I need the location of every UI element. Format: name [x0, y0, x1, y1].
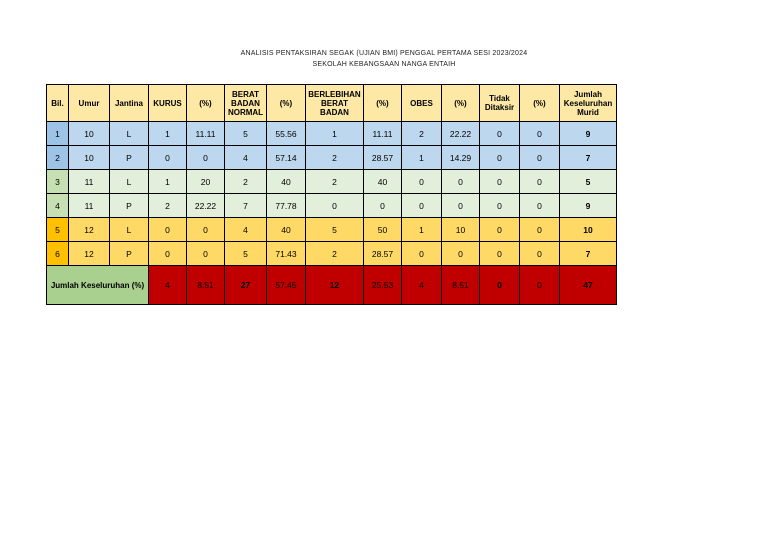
cell-jantina: L	[110, 122, 149, 146]
cell-normal-pct: 77.78	[267, 194, 306, 218]
col-header-jumlah-murid: Jumlah Keseluruhan Murid	[560, 85, 617, 122]
cell-kurus-pct: 22.22	[187, 194, 225, 218]
header-row	[47, 85, 617, 122]
cell-normal-pct: 40	[267, 218, 306, 242]
cell-jantina: P	[110, 146, 149, 170]
cell-obes: 2	[402, 122, 442, 146]
cell-berlebihan-pct: 28.57	[364, 242, 402, 266]
cell-jumlah-murid: 5	[560, 170, 617, 194]
cell-umur: 12	[69, 242, 110, 266]
total-berlebihan-pct: 25.53	[364, 266, 402, 305]
cell-bil: 5	[47, 218, 69, 242]
cell-obes-pct: 0	[442, 194, 480, 218]
total-obes: 4	[402, 266, 442, 305]
cell-obes: 1	[402, 146, 442, 170]
cell-tidak-ditaksir-pct: 0	[520, 242, 560, 266]
cell-obes-pct: 0	[442, 170, 480, 194]
col-header-tidak-ditaksir-pct: (%)	[520, 85, 560, 122]
table-row	[47, 242, 617, 266]
total-normal-pct: 57.45	[267, 266, 306, 305]
cell-tidak-ditaksir: 0	[480, 242, 520, 266]
cell-jumlah-murid: 10	[560, 218, 617, 242]
cell-normal: 5	[225, 122, 267, 146]
cell-obes: 0	[402, 170, 442, 194]
cell-berlebihan: 2	[306, 170, 364, 194]
cell-tidak-ditaksir: 0	[480, 122, 520, 146]
cell-berlebihan: 2	[306, 242, 364, 266]
cell-tidak-ditaksir-pct: 0	[520, 218, 560, 242]
col-header-umur: Umur	[69, 85, 110, 122]
cell-jumlah-murid: 7	[560, 146, 617, 170]
cell-berlebihan-pct: 50	[364, 218, 402, 242]
school-name: SEKOLAH KEBANGSAAN NANGA ENTAIH	[312, 61, 456, 68]
cell-obes-pct: 0	[442, 242, 480, 266]
cell-normal: 2	[225, 170, 267, 194]
cell-normal: 7	[225, 194, 267, 218]
cell-kurus: 0	[149, 218, 187, 242]
cell-berlebihan-pct: 40	[364, 170, 402, 194]
cell-obes: 1	[402, 218, 442, 242]
cell-jumlah-murid: 9	[560, 122, 617, 146]
col-header-kurus-pct: (%)	[187, 85, 225, 122]
col-header-obes-pct: (%)	[442, 85, 480, 122]
cell-umur: 11	[69, 194, 110, 218]
cell-kurus: 0	[149, 146, 187, 170]
cell-tidak-ditaksir: 0	[480, 146, 520, 170]
total-normal: 27	[225, 266, 267, 305]
bmi-analysis-table	[46, 84, 617, 305]
cell-tidak-ditaksir-pct: 0	[520, 170, 560, 194]
cell-tidak-ditaksir: 0	[480, 170, 520, 194]
col-header-tidak-ditaksir: Tidak Ditaksir	[480, 85, 520, 122]
cell-normal-pct: 57.14	[267, 146, 306, 170]
col-header-normal: BERAT BADAN NORMAL	[225, 85, 267, 122]
total-berlebihan: 12	[306, 266, 364, 305]
table-row	[47, 218, 617, 242]
cell-umur: 11	[69, 170, 110, 194]
col-header-berlebihan: BERLEBIHAN BERAT BADAN	[306, 85, 364, 122]
cell-umur: 12	[69, 218, 110, 242]
col-header-jantina: Jantina	[110, 85, 149, 122]
cell-bil: 6	[47, 242, 69, 266]
cell-kurus-pct: 0	[187, 146, 225, 170]
col-header-obes: OBES	[402, 85, 442, 122]
cell-berlebihan-pct: 0	[364, 194, 402, 218]
cell-tidak-ditaksir-pct: 0	[520, 122, 560, 146]
cell-berlebihan: 5	[306, 218, 364, 242]
cell-kurus: 1	[149, 170, 187, 194]
cell-berlebihan: 0	[306, 194, 364, 218]
cell-obes-pct: 10	[442, 218, 480, 242]
cell-kurus: 2	[149, 194, 187, 218]
cell-berlebihan-pct: 28.57	[364, 146, 402, 170]
cell-kurus: 0	[149, 242, 187, 266]
cell-bil: 1	[47, 122, 69, 146]
cell-tidak-ditaksir-pct: 0	[520, 146, 560, 170]
cell-obes-pct: 22.22	[442, 122, 480, 146]
cell-jumlah-murid: 7	[560, 242, 617, 266]
cell-normal: 4	[225, 146, 267, 170]
total-row	[47, 266, 617, 305]
col-header-bil: Bil.	[47, 85, 69, 122]
cell-normal: 4	[225, 218, 267, 242]
cell-normal-pct: 71.43	[267, 242, 306, 266]
cell-tidak-ditaksir: 0	[480, 194, 520, 218]
cell-bil: 4	[47, 194, 69, 218]
cell-kurus-pct: 20	[187, 170, 225, 194]
cell-kurus-pct: 0	[187, 242, 225, 266]
cell-umur: 10	[69, 122, 110, 146]
table-row	[47, 170, 617, 194]
total-obes-pct: 8.51	[442, 266, 480, 305]
total-tidak-ditaksir: 0	[480, 266, 520, 305]
cell-tidak-ditaksir: 0	[480, 218, 520, 242]
col-header-kurus: KURUS	[149, 85, 187, 122]
cell-jantina: L	[110, 170, 149, 194]
cell-jantina: L	[110, 218, 149, 242]
cell-tidak-ditaksir-pct: 0	[520, 194, 560, 218]
cell-bil: 2	[47, 146, 69, 170]
cell-berlebihan: 1	[306, 122, 364, 146]
cell-kurus-pct: 0	[187, 218, 225, 242]
cell-kurus-pct: 11.11	[187, 122, 225, 146]
col-header-berlebihan-pct: (%)	[364, 85, 402, 122]
cell-bil: 3	[47, 170, 69, 194]
total-kurus: 4	[149, 266, 187, 305]
cell-berlebihan-pct: 11.11	[364, 122, 402, 146]
cell-normal-pct: 40	[267, 170, 306, 194]
total-label: Jumlah Keseluruhan (%)	[47, 266, 149, 305]
cell-kurus: 1	[149, 122, 187, 146]
col-header-normal-pct: (%)	[267, 85, 306, 122]
cell-berlebihan: 2	[306, 146, 364, 170]
total-jumlah-murid: 47	[560, 266, 617, 305]
cell-jumlah-murid: 9	[560, 194, 617, 218]
table-row	[47, 122, 617, 146]
cell-umur: 10	[69, 146, 110, 170]
total-tidak-ditaksir-pct: 0	[520, 266, 560, 305]
cell-jantina: P	[110, 242, 149, 266]
cell-jantina: P	[110, 194, 149, 218]
cell-normal-pct: 55.56	[267, 122, 306, 146]
table-row	[47, 194, 617, 218]
cell-obes: 0	[402, 242, 442, 266]
cell-normal: 5	[225, 242, 267, 266]
table-row	[47, 146, 617, 170]
cell-obes-pct: 14.29	[442, 146, 480, 170]
cell-obes: 0	[402, 194, 442, 218]
report-title: ANALISIS PENTAKSIRAN SEGAK (UJIAN BMI) PENGGAL PERTAMA SESI 2023/2024	[240, 50, 528, 57]
total-kurus-pct: 8.51	[187, 266, 225, 305]
